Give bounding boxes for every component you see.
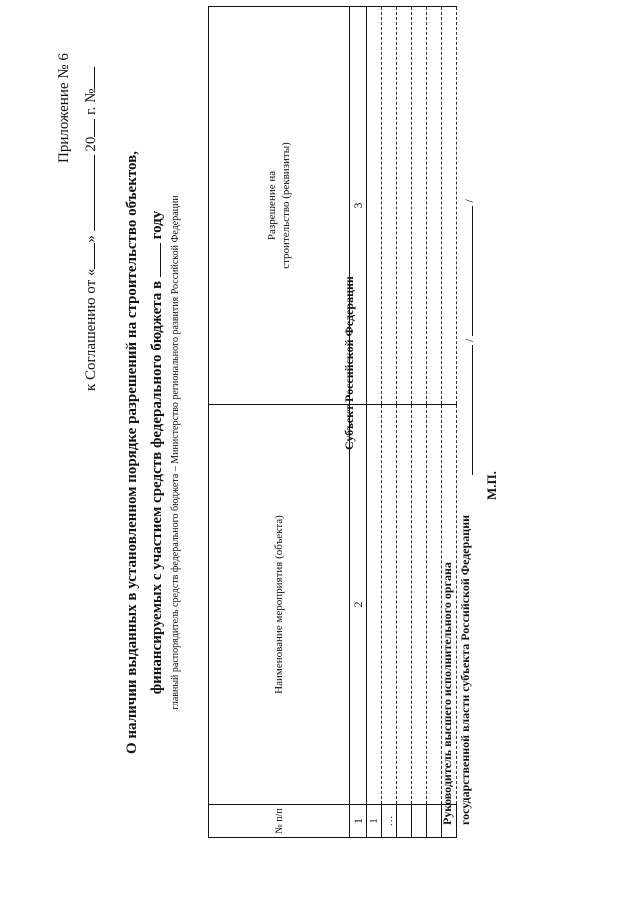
document-title: О наличии выданных в установленном порядке разрешений на строительство объектов, xyxy=(124,151,140,754)
row-no: 1 xyxy=(367,805,382,838)
table-row xyxy=(412,7,427,838)
col-number-3: 3 xyxy=(350,7,367,405)
agreement-ref-suffix: г. № xyxy=(83,88,99,115)
table-row xyxy=(382,7,397,838)
row-permit xyxy=(382,7,397,405)
document-title-line2 xyxy=(146,0,166,905)
subject-title: Субъект Российской Федерации xyxy=(342,276,356,450)
month-blank xyxy=(80,155,95,231)
row-name xyxy=(382,405,397,805)
col-permit-header xyxy=(209,7,350,405)
row-no xyxy=(397,805,412,838)
agreement-ref-year: 20 xyxy=(83,136,99,152)
table-row xyxy=(367,7,382,838)
row-no xyxy=(412,805,427,838)
year-blank xyxy=(80,119,95,137)
title-line2-prefix: финансируемых с участием средств федерального бюджета в xyxy=(149,280,165,695)
agreement-ref-mid: » xyxy=(83,235,99,243)
signature-line xyxy=(458,199,477,475)
agreement-ref-prefix: к Соглашению от « xyxy=(83,268,99,391)
signature-slash-1: / xyxy=(462,338,476,342)
title-line2-suffix: году xyxy=(149,210,165,240)
signature-slash-2: / xyxy=(462,199,476,203)
col-number-header: № п/п xyxy=(209,805,350,838)
day-blank xyxy=(80,243,95,269)
permits-table xyxy=(208,6,457,838)
table-header-row xyxy=(209,7,350,838)
col-permit-header-text: Разрешение на строительство (реквизиты) xyxy=(266,142,292,269)
signature-blank xyxy=(458,345,473,475)
col-number-1: 1 xyxy=(350,805,367,838)
row-permit xyxy=(442,7,457,405)
row-permit xyxy=(412,7,427,405)
row-permit xyxy=(397,7,412,405)
head-title-line2: государственной власти субъекта Российской Федерации xyxy=(458,514,472,825)
row-permit xyxy=(367,7,382,405)
table-row xyxy=(397,7,412,838)
row-name xyxy=(367,405,382,805)
row-name xyxy=(397,405,412,805)
stamp-label: М.П. xyxy=(484,471,499,500)
row-permit xyxy=(427,7,442,405)
agreement-reference xyxy=(80,67,100,391)
appendix-number: Приложение № 6 xyxy=(56,53,72,163)
col-number-2: 2 xyxy=(350,405,367,805)
row-name xyxy=(412,405,427,805)
budget-manager-line: главный распорядитель средств федерального бюджета – Министерство регионального развития Российской Федерации xyxy=(170,195,181,710)
row-no: … xyxy=(382,805,397,838)
name-blank xyxy=(458,206,473,336)
col-name-header: Наименование мероприятия (объекта) xyxy=(209,405,350,805)
number-blank xyxy=(80,67,95,89)
head-title-line1: Руководитель высшего исполнительного органа xyxy=(440,562,454,825)
year-field-blank xyxy=(146,243,161,277)
